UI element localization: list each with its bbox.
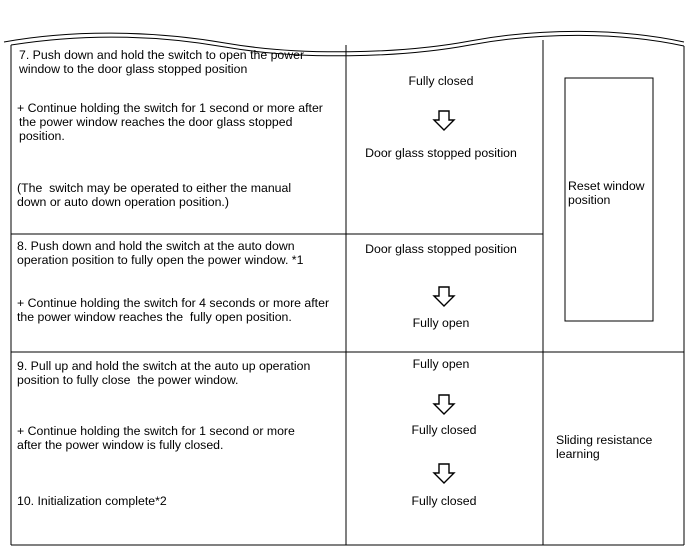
step8-instruction-line1: 8. Push down and hold the switch at the auto down: [17, 239, 295, 253]
down-arrow-icon: [434, 395, 454, 414]
step9-state-start: Fully open: [412, 357, 470, 371]
step8-state-start: Door glass stopped position: [365, 242, 517, 256]
step9-hold-line2: after the power window is fully closed.: [17, 438, 224, 452]
step8-hold-line1: + Continue holding the switch for 4 seconds or more after: [17, 296, 330, 310]
step7-note-line2: down or auto down operation position.): [17, 195, 229, 209]
step7-hold-line1: + Continue holding the switch for 1 second or more after: [17, 101, 323, 115]
down-arrow-icon: [434, 111, 454, 130]
step9-instruction-line2: position to fully close the power window.: [17, 373, 239, 387]
step8-state-end: Fully open: [412, 316, 470, 330]
step8-instruction-line2: operation position to fully open the power window. *1: [17, 253, 304, 267]
sliding-resistance-label-line2: learning: [556, 447, 600, 461]
step10-instruction: 10. Initialization complete*2: [17, 494, 167, 508]
reset-window-label-line1: Reset window: [568, 179, 645, 193]
step7-note-line1: (The switch may be operated to either the manual: [17, 181, 292, 195]
down-arrow-icon: [434, 464, 454, 483]
step7-hold-line2: the power window reaches the door glass stopped: [19, 115, 293, 129]
step10-state: Fully closed: [411, 494, 477, 508]
step7-state-start: Fully closed: [408, 74, 474, 88]
step7-instruction-line2: window to the door glass stopped position: [19, 62, 248, 76]
step9-instruction-line1: 9. Pull up and hold the switch at the auto up operation: [17, 359, 311, 373]
step9-state-mid: Fully closed: [411, 423, 477, 437]
step7-instruction-line1: 7. Push down and hold the switch to open the power: [19, 48, 305, 62]
step7-hold-line3: position.: [19, 129, 65, 143]
down-arrow-icon: [434, 287, 454, 306]
step8-hold-line2: the power window reaches the fully open position.: [17, 310, 292, 324]
reset-window-label-line2: position: [568, 193, 611, 207]
step7-state-end: Door glass stopped position: [365, 146, 517, 160]
step9-hold-line1: + Continue holding the switch for 1 second or more: [17, 424, 295, 438]
sliding-resistance-label-line1: Sliding resistance: [556, 433, 653, 447]
